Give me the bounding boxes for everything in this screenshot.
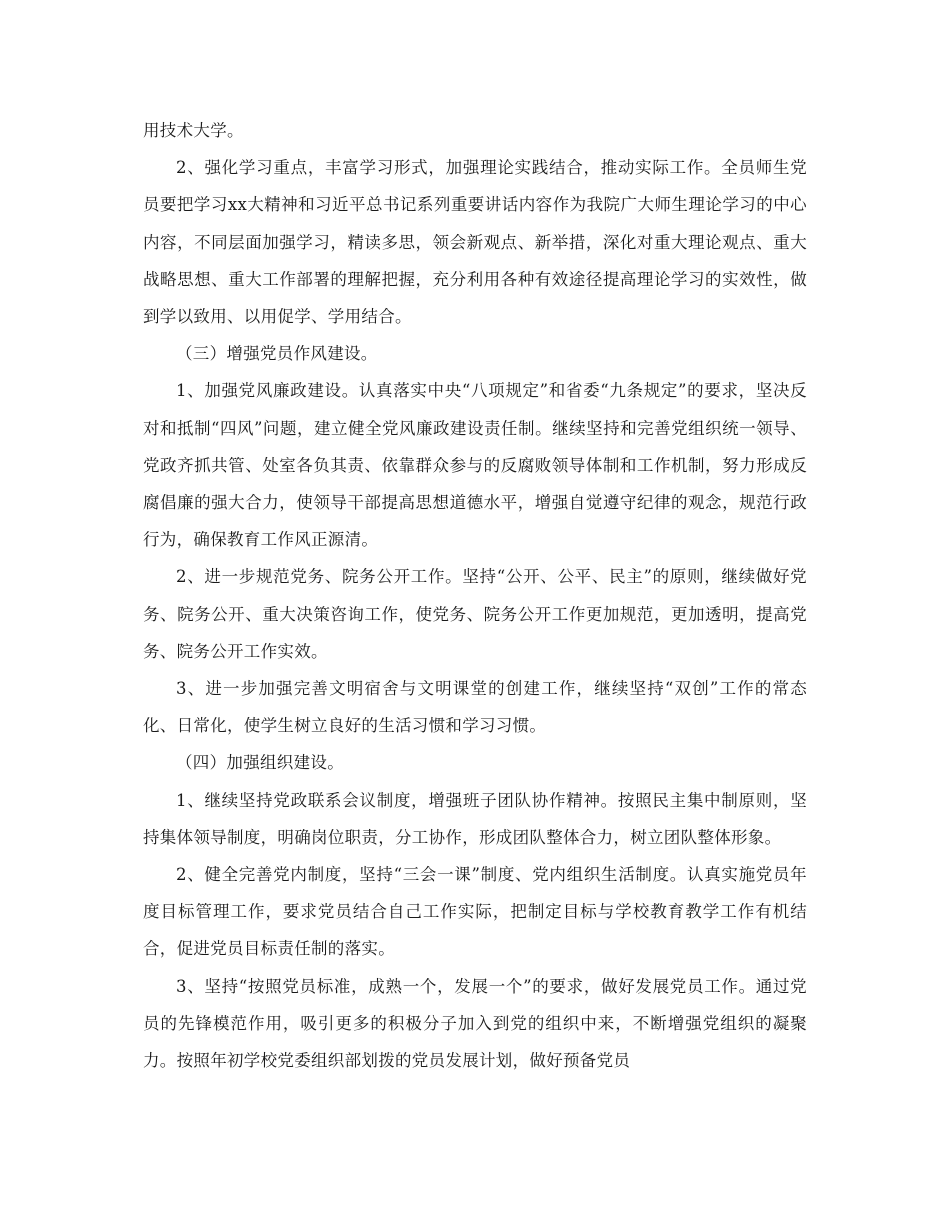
- section-heading-organization: （四）加强组织建设。: [176, 753, 344, 773]
- paragraph-integrity: 1、加强党风廉政建设。认真落实中央“八项规定”和省委“九条规定”的要求，坚决反对和抵制“四风”问题，建立健全党风廉政建设责任制。继续坚持和完善党组织统一领导、党政齐抓共管、处室各负其责、依靠群众参与的反腐败领导体制和工作机制，努力形成反腐倡廉的强大合力，使领导干部提高思想道德水平，增强自觉遵守纪律的观念，规范行政行为，确保教育工作风正源清。: [143, 381, 807, 550]
- paragraph-member-development: 3、坚持“按照党员标准，成熟一个，发展一个”的要求，做好发展党员工作。通过党员的先锋模范作用，吸引更多的积极分子加入到党的组织中来，不断增强党组织的凝聚力。按照年初学校党委组织部划拨的党员发展计划，做好预备党员: [143, 976, 807, 1071]
- paragraph-civilized-dorm: 3、进一步加强完善文明宿舍与文明课堂的创建工作，继续坚持“双创”工作的常态化、日常化，使学生树立良好的生活习惯和学习习惯。: [143, 679, 807, 736]
- document-body: [143, 112, 807, 1079]
- paragraph-transparency: 2、进一步规范党务、院务公开工作。坚持“公开、公平、民主”的原则，继续做好党务、院务公开、重大决策咨询工作，使党务、院务公开工作更加规范，更加透明，提高党务、院务公开工作实效。: [143, 567, 807, 661]
- paragraph-joint-meeting: 1、继续坚持党政联系会议制度，增强班子团队协作精神。按照民主集中制原则，坚持集体领导制度，明确岗位职责，分工协作，形成团队整体合力，树立团队整体形象。: [143, 790, 807, 847]
- paragraph-continuation: 用技术大学。: [143, 121, 244, 140]
- paragraph-study-focus: 2、强化学习重点，丰富学习形式，加强理论实践结合，推动实际工作。全员师生党员要把学习xx大精神和习近平总书记系列重要讲话内容作为我院广大师生理论学习的中心内容，不同层面加强学习，精读多思，领会新观点、新举措，深化对重大理论观点、重大战略思想、重大工作部署的理解把握，充分利用各种有效途径提高理论学习的实效性，做到学以致用、以用促学、学用结合。: [143, 158, 807, 327]
- paragraph-party-system: 2、健全完善党内制度，坚持“三会一课”制度、党内组织生活制度。认真实施党员年度目标管理工作，要求党员结合自己工作实际，把制定目标与学校教育教学工作有机结合，促进党员目标责任制的落实。: [143, 865, 807, 959]
- section-heading-style: （三）增强党员作风建设。: [176, 344, 378, 364]
